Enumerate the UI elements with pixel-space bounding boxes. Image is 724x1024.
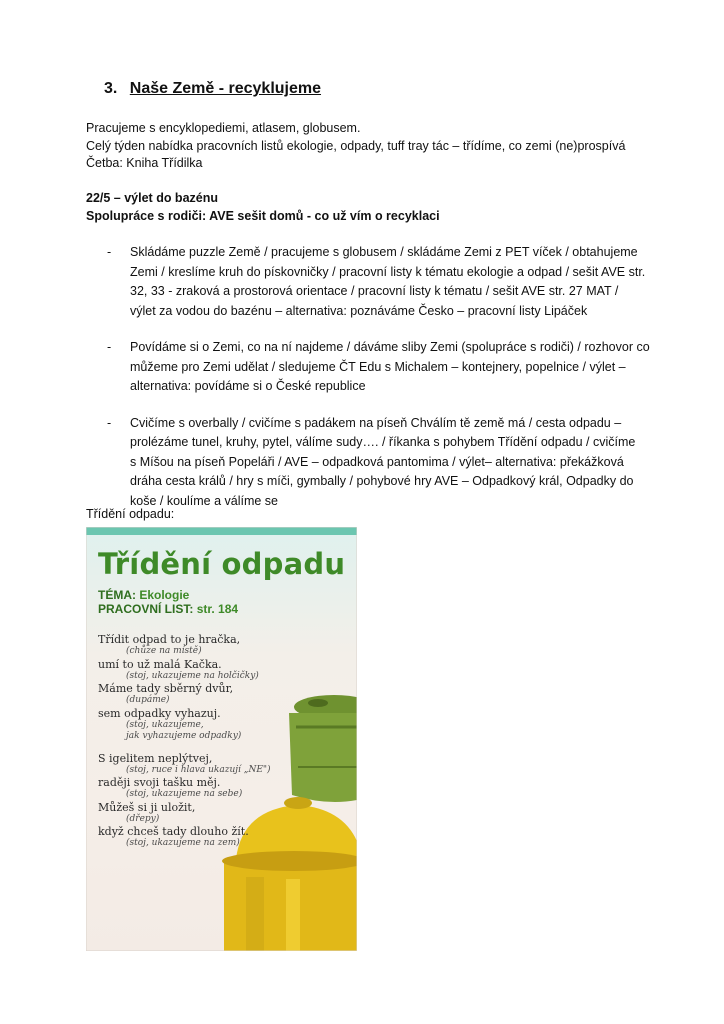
intro-line: Pracujeme s encyklopediemi, atlasem, globusem.	[86, 121, 361, 135]
rhyme-line: když chceš tady dlouho žít.	[98, 825, 249, 838]
rhyme-line: S igelitem neplýtvej,	[98, 751, 213, 765]
section-title: Naše Země - recyklujeme	[129, 80, 322, 97]
sheet-label: PRACOVNÍ LIST:	[98, 602, 194, 616]
list-item	[0, 243, 724, 321]
rhyme-instruction: jak vyhazujeme odpadky)	[126, 731, 242, 741]
rhyme-line: Máme tady sběrný dvůr,	[98, 682, 234, 695]
photo-caption: Třídění odpadu:	[86, 507, 175, 521]
theme-label: TÉMA:	[98, 588, 136, 602]
intro-line: Četba: Kniha Třídilka	[86, 156, 203, 170]
list-item-line: Cvičíme s overbally / cvičíme s padákem na píseň Chválím tě země má / cesta odpadu –	[130, 415, 622, 430]
worksheet-meta	[98, 588, 238, 616]
list-item-line: Povídáme si o Zemi, co na ní najdeme / dáváme sliby Zemi (spolupráce s rodiči) / rozhovor co	[130, 340, 650, 354]
list-item-line: dráha cesta králů / hry s míči, gymbally / pohybové hry AVE – Odpadkový král, Odpadky do	[130, 474, 634, 488]
list-item-line: výlet za vodou do bazénu – alternativa: poznáváme Česko – pracovní listy Lipáček	[130, 303, 588, 318]
list-item-line: prolézáme tunel, kruhy, pytel, válíme sudy…. / říkanka s pohybem Třídění odpadu / cvičíme	[130, 435, 636, 449]
activity-list	[0, 243, 724, 528]
worksheet-title: Třídění odpadu	[98, 547, 346, 581]
worksheet-photo	[86, 527, 357, 951]
rhyme-line: Můžeš si ji uložit,	[98, 800, 196, 814]
worksheet-page	[98, 602, 238, 616]
list-item-line: Skládáme puzzle Země / pracujeme s globusem / skládáme Zemi z PET víček / obtahujeme	[130, 245, 638, 259]
bullet-dash: -	[107, 415, 112, 430]
bullet-dash: -	[107, 340, 112, 354]
intro-paragraph	[86, 120, 625, 173]
rhyme-instruction: (stoj, ukazujeme na holčičky)	[126, 670, 259, 681]
list-item	[0, 338, 724, 397]
theme-value: Ekologie	[139, 588, 190, 602]
rhyme-instruction: (dupáme)	[126, 695, 170, 705]
list-item-line: alternativa: povídáme si o České republice	[130, 379, 366, 393]
rhyme-instruction: (chůze na místě)	[126, 646, 202, 656]
rhyme-instruction: (stoj, ukazujeme na sebe)	[126, 789, 243, 799]
list-item-line: s Míšou na píseň Popeláři / AVE – odpadková pantomima / výlet– alternativa: překážková	[130, 454, 624, 469]
section-number: 3.	[104, 80, 118, 97]
intro-line: Celý týden nabídka pracovních listů ekologie, odpady, tuff tray tác – třídíme, co zemi (ne)prospívá	[86, 138, 626, 153]
section-heading	[104, 80, 321, 98]
list-item-line: 32, 33 - zraková a prostorová orientace / pracovní listy k tématu / sešit AVE str. 27 MAT /	[130, 284, 619, 298]
green-bin-icon	[289, 695, 357, 802]
rhyme-instruction: (dřepy)	[126, 813, 160, 824]
rhyme-line: Třídit odpad to je hračka,	[98, 633, 241, 646]
list-item-line: můžeme pro Zemi udělat / sledujeme ČT Edu s Michalem – kontejnery, popelnice / výlet –	[130, 359, 626, 374]
trip-date-line: 22/5 – výlet do bazénu	[86, 191, 218, 205]
list-item	[0, 414, 724, 512]
rhyme-instruction: (stoj, ukazujeme na zem)	[126, 838, 240, 848]
rhyme-instruction: (stoj, ruce i hlava ukazují „NE")	[126, 764, 271, 775]
list-item-line: koše / koulíme a válíme se	[130, 493, 278, 508]
stanza-gap	[98, 743, 271, 752]
parents-cooperation-line: Spolupráce s rodiči: AVE sešit domů - co už vím o recyklaci	[86, 208, 440, 223]
rhyme-text	[98, 633, 271, 850]
rhyme-instruction: (stoj, ukazujeme,	[126, 719, 204, 730]
rhyme-line: sem odpadky vyhazuj.	[98, 706, 221, 720]
sheet-value: str. 184	[196, 602, 239, 616]
list-item-line: Zemi / kreslíme kruh do pískovničky / pracovní listy k tématu ekologie a odpad / sešit AVE str.	[130, 264, 646, 279]
worksheet-theme	[98, 588, 238, 602]
bullet-dash: -	[107, 245, 112, 259]
rhyme-line: umí to už malá Kačka.	[98, 657, 222, 671]
rhyme-line: raději svoji tašku měj.	[98, 776, 221, 789]
trip-info	[86, 190, 440, 225]
